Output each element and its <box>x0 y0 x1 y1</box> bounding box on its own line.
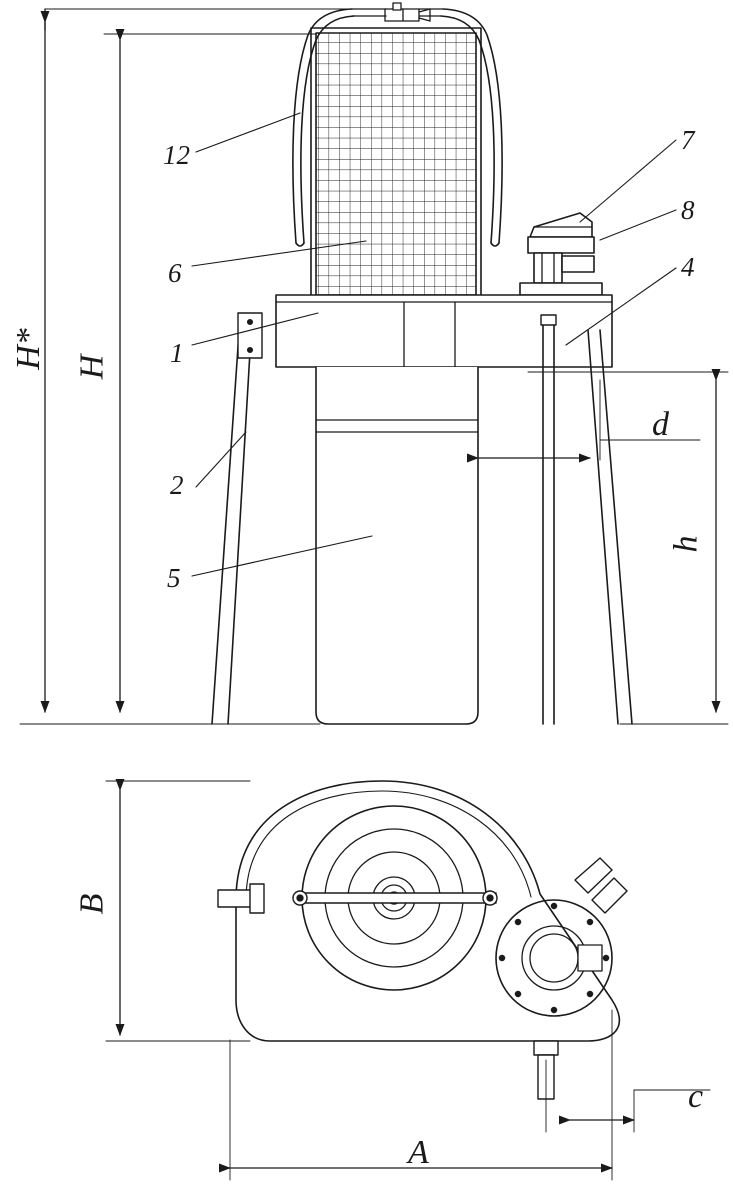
callout-4: 4 <box>681 252 695 282</box>
front-elevation-view <box>20 3 728 724</box>
callout-2: 2 <box>170 470 184 500</box>
shaft-bar <box>293 891 497 905</box>
dimension-label-H: H <box>73 354 111 380</box>
mesh-screen <box>311 28 481 300</box>
callout-8: 8 <box>681 195 695 225</box>
dimension-c <box>546 1060 710 1132</box>
left-leg <box>212 313 262 724</box>
cylinder-body <box>316 367 478 724</box>
callout-12: 12 <box>163 140 190 170</box>
scroll-housing <box>236 781 619 1041</box>
plan-view <box>106 781 710 1180</box>
callout-6: 6 <box>168 258 182 288</box>
support-rod <box>541 315 556 724</box>
dimension-label-A: A <box>408 1134 429 1171</box>
dimension-label-c: c <box>688 1078 704 1115</box>
dimension-label-h: h <box>667 535 705 553</box>
dimension-H <box>104 34 316 712</box>
dimension-B <box>106 781 250 1041</box>
motor-assembly <box>520 213 602 295</box>
callout-5: 5 <box>167 563 181 593</box>
callout-1: 1 <box>170 338 184 368</box>
dimension-label-H-star: H* <box>9 328 47 370</box>
dimension-label-d: d <box>652 406 669 443</box>
dimension-label-B: B <box>73 893 111 915</box>
right-leg-outer <box>588 330 632 724</box>
angled-port <box>575 858 627 913</box>
callout-7: 7 <box>681 125 695 155</box>
housing-top-plate <box>276 295 612 367</box>
top-center-fitting <box>352 3 443 21</box>
